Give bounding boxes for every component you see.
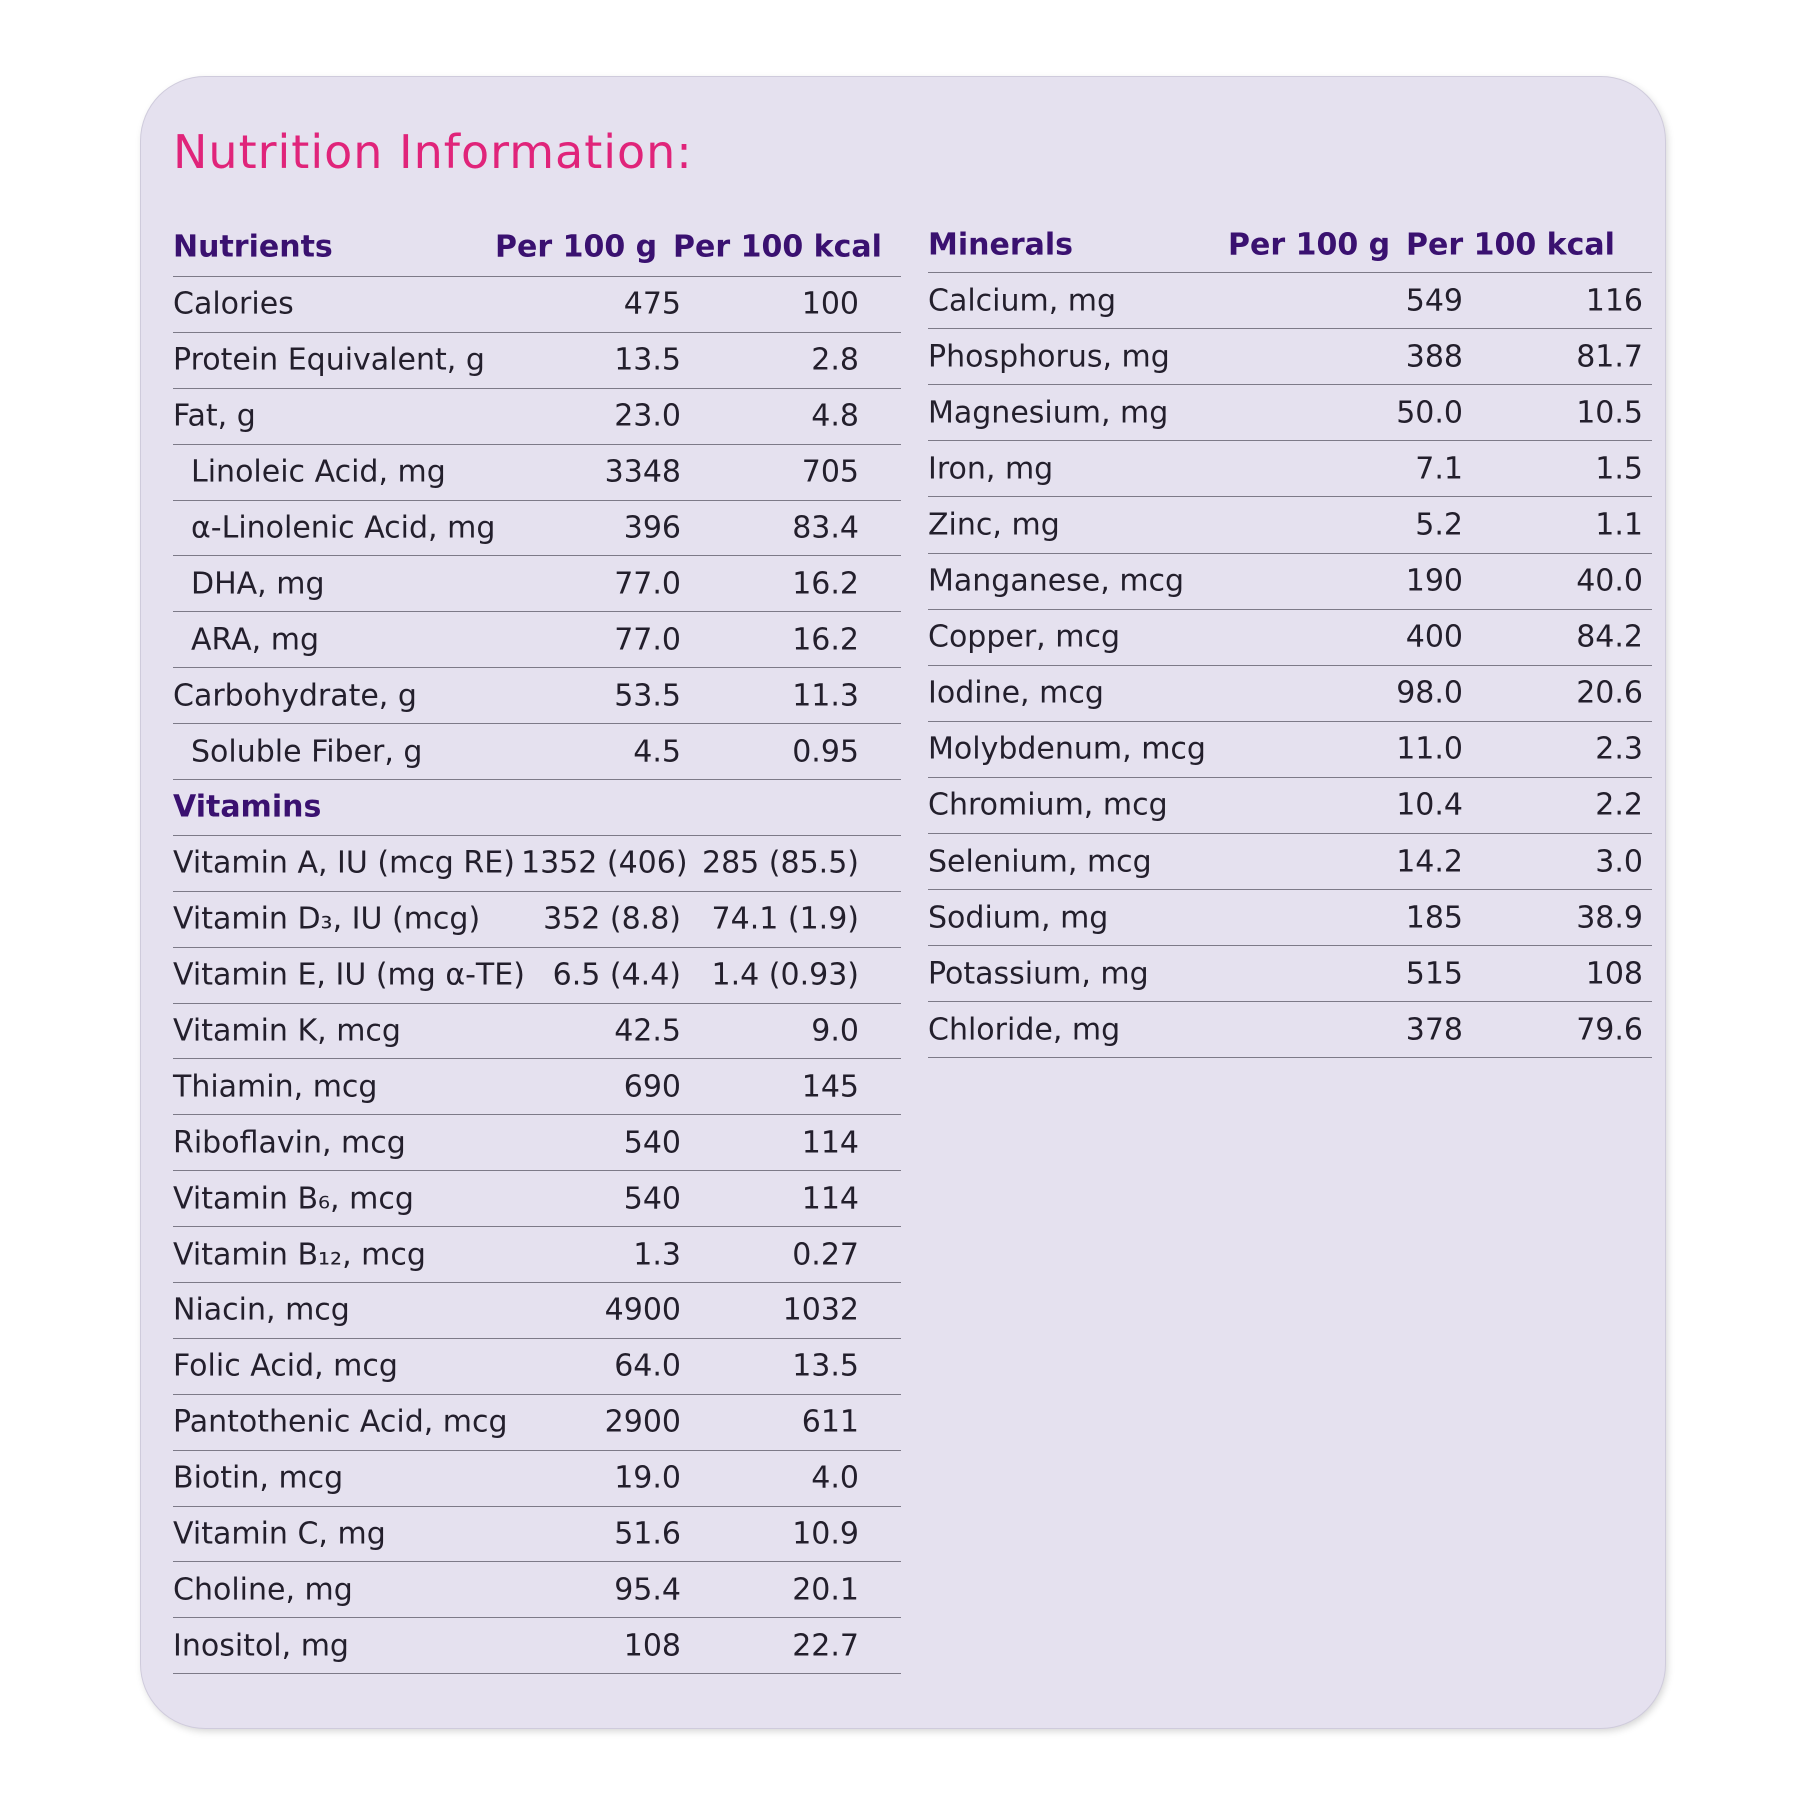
value-per-100kcal: 0.27	[792, 1237, 859, 1273]
value-per-100kcal: 84.2	[1576, 619, 1643, 655]
table-row	[173, 1395, 901, 1451]
value-per-100kcal: 4.0	[811, 1460, 859, 1496]
value-per-100kcal: 79.6	[1576, 1012, 1643, 1048]
value-per-100kcal: 16.2	[792, 566, 859, 602]
table-row	[928, 497, 1652, 553]
value-per-100kcal: 20.6	[1576, 675, 1643, 711]
table-row	[173, 892, 901, 948]
column-header-nutrients: Nutrients	[173, 229, 333, 264]
table-row	[173, 333, 901, 389]
value-per-100kcal: 1032	[782, 1292, 859, 1328]
table-row	[173, 389, 901, 445]
nutrient-name: Iodine, mcg	[928, 675, 1104, 711]
table-row	[928, 441, 1652, 497]
table-row	[173, 1339, 901, 1395]
table-row	[173, 1451, 901, 1507]
table-row	[173, 556, 901, 612]
nutrient-name: Phosphorus, mg	[928, 339, 1170, 375]
value-per-100g: 3348	[604, 454, 681, 490]
value-per-100kcal: 22.7	[792, 1628, 859, 1664]
nutrient-name: Vitamin K, mcg	[173, 1013, 401, 1049]
value-per-100kcal: 13.5	[792, 1348, 859, 1384]
table-row	[928, 890, 1652, 946]
nutrient-name: Vitamin B₆, mcg	[173, 1181, 414, 1217]
value-per-100g: 400	[1405, 619, 1463, 655]
value-per-100g: 98.0	[1396, 675, 1463, 711]
value-per-100kcal: 611	[801, 1404, 859, 1440]
table-header	[173, 217, 901, 277]
table-row	[173, 277, 901, 333]
table-header	[928, 217, 1652, 273]
nutrient-name: Biotin, mcg	[173, 1460, 344, 1496]
value-per-100kcal: 2.8	[811, 342, 859, 378]
nutrient-name: Selenium, mcg	[928, 844, 1152, 880]
table-row	[928, 1002, 1652, 1058]
value-per-100g: 388	[1405, 339, 1463, 375]
nutrient-name: Calcium, mg	[928, 283, 1117, 319]
value-per-100g: 53.5	[614, 678, 681, 714]
value-per-100g: 50.0	[1396, 395, 1463, 431]
nutrient-name: Soluble Fiber, g	[191, 734, 423, 770]
nutrient-name: Niacin, mcg	[173, 1292, 350, 1328]
value-per-100g: 540	[623, 1125, 681, 1161]
table-row	[928, 329, 1652, 385]
nutrients-vitamins-table	[173, 217, 901, 1674]
value-per-100kcal: 10.9	[792, 1516, 859, 1552]
nutrient-name: Iron, mg	[928, 451, 1054, 487]
nutrient-name: Folic Acid, mcg	[173, 1348, 398, 1384]
table-row	[173, 724, 901, 780]
nutrient-name: Chromium, mcg	[928, 787, 1168, 823]
value-per-100kcal: 40.0	[1576, 563, 1643, 599]
value-per-100kcal: 145	[801, 1069, 859, 1105]
nutrient-name: Vitamin B₁₂, mcg	[173, 1237, 426, 1273]
table-row	[173, 1562, 901, 1618]
table-row	[173, 1283, 901, 1339]
table-row	[173, 948, 901, 1004]
table-row	[928, 722, 1652, 778]
nutrient-name: Vitamin E, IU (mg α-TE)	[173, 957, 525, 993]
value-per-100kcal: 114	[801, 1181, 859, 1217]
value-per-100kcal: 1.5	[1595, 451, 1643, 487]
value-per-100kcal: 2.3	[1595, 731, 1643, 767]
minerals-table	[928, 217, 1652, 1058]
table-row	[173, 445, 901, 501]
value-per-100kcal: 285 (85.5)	[701, 845, 859, 881]
table-row	[173, 668, 901, 724]
value-per-100g: 549	[1405, 283, 1463, 319]
value-per-100g: 1352 (406)	[521, 845, 688, 881]
value-per-100g: 14.2	[1396, 844, 1463, 880]
value-per-100kcal: 10.5	[1576, 395, 1643, 431]
column-header-per-100kcal: Per 100 kcal	[1406, 227, 1615, 263]
value-per-100kcal: 9.0	[811, 1013, 859, 1049]
column-header-per-100g: Per 100 g	[1228, 227, 1391, 263]
nutrient-name: Inositol, mg	[173, 1628, 349, 1664]
column-header-per-100kcal: Per 100 kcal	[673, 229, 882, 264]
table-row	[928, 834, 1652, 890]
value-per-100g: 4.5	[633, 734, 681, 770]
nutrient-name: Manganese, mcg	[928, 563, 1185, 599]
value-per-100kcal: 108	[1585, 956, 1643, 992]
table-row	[173, 501, 901, 557]
nutrient-name: Potassium, mg	[928, 956, 1149, 992]
value-per-100g: 108	[623, 1628, 681, 1664]
value-per-100kcal: 74.1 (1.9)	[711, 901, 859, 937]
value-per-100kcal: 38.9	[1576, 900, 1643, 936]
value-per-100kcal: 705	[801, 454, 859, 490]
value-per-100g: 19.0	[614, 1460, 681, 1496]
nutrient-name: Thiamin, mcg	[173, 1069, 378, 1105]
value-per-100kcal: 3.0	[1595, 844, 1643, 880]
value-per-100g: 6.5 (4.4)	[552, 957, 681, 993]
nutrient-name: Copper, mcg	[928, 619, 1121, 655]
value-per-100kcal: 16.2	[792, 622, 859, 658]
table-row	[928, 385, 1652, 441]
value-per-100kcal: 4.8	[811, 398, 859, 434]
value-per-100g: 690	[623, 1069, 681, 1105]
value-per-100g: 11.0	[1396, 731, 1463, 767]
value-per-100g: 396	[623, 510, 681, 546]
value-per-100kcal: 83.4	[792, 510, 859, 546]
table-row	[173, 612, 901, 668]
value-per-100g: 42.5	[614, 1013, 681, 1049]
table-row	[173, 1171, 901, 1227]
nutrient-name: Choline, mg	[173, 1572, 353, 1608]
value-per-100kcal: 1.4 (0.93)	[711, 957, 859, 993]
value-per-100g: 77.0	[614, 622, 681, 658]
value-per-100kcal: 100	[801, 286, 859, 322]
value-per-100kcal: 2.2	[1595, 787, 1643, 823]
nutrient-name: Pantothenic Acid, mcg	[173, 1404, 508, 1440]
table-row	[928, 554, 1652, 610]
value-per-100g: 190	[1405, 563, 1463, 599]
value-per-100g: 10.4	[1396, 787, 1463, 823]
nutrient-name: Fat, g	[173, 398, 256, 434]
table-row	[928, 273, 1652, 329]
nutrient-name: α-Linolenic Acid, mg	[191, 510, 496, 546]
value-per-100g: 4900	[604, 1292, 681, 1328]
value-per-100kcal: 1.1	[1595, 507, 1643, 543]
nutrient-name: Vitamin C, mg	[173, 1516, 386, 1552]
value-per-100g: 77.0	[614, 566, 681, 602]
value-per-100kcal: 11.3	[792, 678, 859, 714]
table-row	[928, 946, 1652, 1002]
value-per-100g: 185	[1405, 900, 1463, 936]
nutrient-name: Linoleic Acid, mg	[191, 454, 446, 490]
table-row	[928, 666, 1652, 722]
value-per-100g: 13.5	[614, 342, 681, 378]
table-row	[173, 1507, 901, 1563]
column-header-per-100g: Per 100 g	[495, 229, 658, 264]
page-title: Nutrition Information:	[173, 125, 693, 179]
table-row	[173, 1618, 901, 1674]
value-per-100g: 378	[1405, 1012, 1463, 1048]
nutrient-name: DHA, mg	[191, 566, 325, 602]
table-row	[928, 778, 1652, 834]
nutrient-name: ARA, mg	[191, 622, 320, 658]
nutrient-name: Calories	[173, 286, 294, 322]
nutrient-name: Carbohydrate, g	[173, 678, 417, 714]
section-heading: Vitamins	[173, 789, 322, 825]
table-row	[173, 1227, 901, 1283]
nutrient-name: Zinc, mg	[928, 507, 1060, 543]
value-per-100g: 23.0	[614, 398, 681, 434]
value-per-100g: 64.0	[614, 1348, 681, 1384]
value-per-100kcal: 0.95	[792, 734, 859, 770]
value-per-100g: 95.4	[614, 1572, 681, 1608]
nutrient-name: Magnesium, mg	[928, 395, 1169, 431]
column-header-minerals: Minerals	[928, 227, 1074, 263]
nutrient-name: Molybdenum, mcg	[928, 731, 1206, 767]
table-row	[173, 1115, 901, 1171]
value-per-100kcal: 114	[801, 1125, 859, 1161]
table-row	[173, 1059, 901, 1115]
value-per-100kcal: 81.7	[1576, 339, 1643, 375]
section-heading-row	[173, 780, 901, 836]
value-per-100kcal: 116	[1585, 283, 1643, 319]
value-per-100g: 515	[1405, 956, 1463, 992]
table-row	[173, 836, 901, 892]
value-per-100g: 1.3	[633, 1237, 681, 1273]
nutrient-name: Protein Equivalent, g	[173, 342, 485, 378]
nutrient-name: Vitamin A, IU (mcg RE)	[173, 845, 515, 881]
nutrient-name: Chloride, mg	[928, 1012, 1121, 1048]
value-per-100g: 7.1	[1415, 451, 1463, 487]
value-per-100g: 540	[623, 1181, 681, 1217]
nutrient-name: Sodium, mg	[928, 900, 1109, 936]
nutrient-name: Riboflavin, mcg	[173, 1125, 406, 1161]
table-row	[173, 1004, 901, 1060]
value-per-100g: 475	[623, 286, 681, 322]
value-per-100g: 5.2	[1415, 507, 1463, 543]
value-per-100kcal: 20.1	[792, 1572, 859, 1608]
value-per-100g: 352 (8.8)	[543, 901, 681, 937]
nutrition-panel	[141, 77, 1665, 1728]
table-row	[928, 610, 1652, 666]
nutrient-name: Vitamin D₃, IU (mcg)	[173, 901, 481, 937]
value-per-100g: 2900	[604, 1404, 681, 1440]
value-per-100g: 51.6	[614, 1516, 681, 1552]
